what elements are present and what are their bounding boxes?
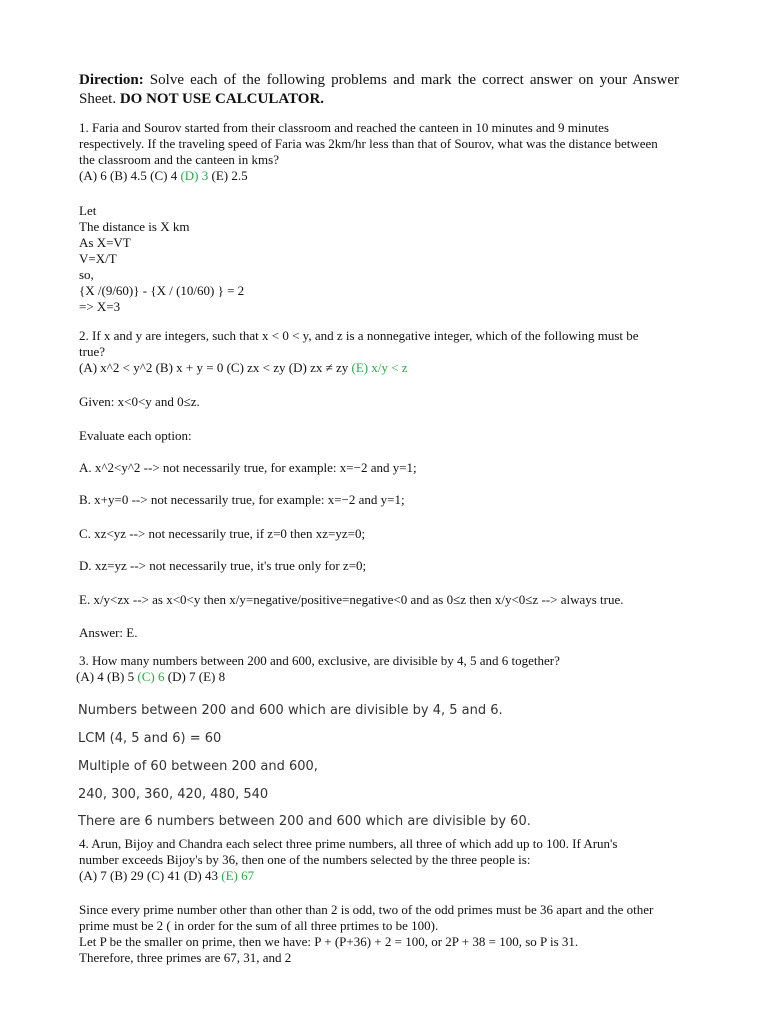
q3-solution-line: LCM (4, 5 and 6) = 60 — [78, 731, 222, 746]
q2-option-b-eval: B. x+y=0 --> not necessarily true, for example: x=−2 and y=1; — [79, 492, 405, 507]
q4-explanation-line: Therefore, three primes are 67, 31, and 2 — [79, 950, 292, 965]
direction-emphasis: DO NOT USE CALCULATOR. — [119, 91, 325, 107]
q1-work-line: so, — [79, 267, 94, 282]
q1-line-3: the classroom and the canteen in kms? — [79, 152, 279, 167]
q1-work-line: {X /(9/60)} - {X / (10/60) } = 2 — [79, 283, 245, 298]
q1-correct-answer: (D) 3 — [180, 168, 209, 183]
q3-correct-answer: (C) 6 — [137, 669, 165, 684]
q4-options — [79, 868, 254, 884]
q1-work-line: V=X/T — [79, 251, 117, 266]
q3-options-text-end: (D) 7 (E) 8 — [164, 669, 226, 684]
q3-line-1: 3. How many numbers between 200 and 600, exclusive, are divisible by 4, 5 and 6 together? — [79, 653, 560, 668]
q2-line-1: 2. If x and y are integers, such that x < 0 < y, and z is a nonnegative integer, which of the following must be — [79, 328, 639, 343]
q1-options — [79, 168, 248, 184]
q4-line-1: 4. Arun, Bijoy and Chandra each select three prime numbers, all three of which add up to 100. If Arun's — [79, 836, 618, 851]
q2-given: Given: x<0<y and 0≤z. — [79, 394, 200, 409]
q3-solution-line: Numbers between 200 and 600 which are divisible by 4, 5 and 6. — [78, 703, 503, 718]
q3-options-text: (A) 4 (B) 5 — [76, 669, 138, 684]
q2-correct-answer: (E) x/y < z — [351, 360, 408, 375]
q2-option-c-eval: C. xz<yz --> not necessarily true, if z=0 then xz=yz=0; — [79, 526, 366, 541]
q2-line-2: true? — [79, 344, 105, 359]
q1-line-1: 1. Faria and Sourov started from their classroom and reached the canteen in 10 minutes and 9 minutes — [79, 120, 609, 135]
q2-answer: Answer: E. — [79, 625, 138, 640]
q4-explanation-line: Since every prime number other than other than 2 is odd, two of the odd primes must be 36 apart and the other — [79, 902, 654, 917]
q2-option-d-eval: D. xz=yz --> not necessarily true, it's true only for z=0; — [79, 558, 367, 573]
q4-explanation-line: Let P be the smaller on prime, then we have: P + (P+36) + 2 = 100, or 2P + 38 = 100, so P is 31. — [79, 934, 579, 949]
q2-evaluate: Evaluate each option: — [79, 428, 192, 443]
q1-line-2: respectively. If the traveling speed of Faria was 2km/hr less than that of Sourov, what was the distance between — [79, 136, 658, 151]
q4-line-2: number exceeds Bijoy's by 36, then one of the numbers selected by the three people is: — [79, 852, 531, 867]
q4-correct-answer: (E) 67 — [221, 868, 255, 883]
q3-solution-line: Multiple of 60 between 200 and 600, — [78, 759, 318, 774]
q1-options-text-end: (E) 2.5 — [208, 168, 248, 183]
q1-options-text: (A) 6 (B) 4.5 (C) 4 — [79, 168, 181, 183]
q2-options-text: (A) x^2 < y^2 (B) x + y = 0 (C) zx < zy (D) zx ≠ zy — [79, 360, 352, 375]
q4-explanation-line: prime must be 2 ( in order for the sum of all three prtimes to be 100). — [79, 918, 439, 933]
q4-options-text: (A) 7 (B) 29 (C) 41 (D) 43 — [79, 868, 222, 883]
q1-work-line: Let — [79, 203, 97, 218]
q2-option-a-eval: A. x^2<y^2 --> not necessarily true, for example: x=−2 and y=1; — [79, 460, 417, 475]
direction-paragraph — [79, 71, 679, 109]
q3-solution-line: There are 6 numbers between 200 and 600 which are divisible by 60. — [78, 814, 531, 829]
q2-options — [79, 360, 408, 376]
q3-options — [76, 669, 225, 685]
q1-work-line: => X=3 — [79, 299, 121, 314]
direction-text: Solve each of the following problems and mark the correct answer on your Answer Sheet. — [79, 72, 679, 107]
q2-option-e-eval: E. x/y<zx --> as x<0<y then x/y=negative/positive=negative<0 and as 0≤z then x/y<0≤z --> always true. — [79, 592, 624, 607]
q1-work-line: As X=VT — [79, 235, 131, 250]
q3-solution-line: 240, 300, 360, 420, 480, 540 — [78, 787, 269, 802]
direction-label: Direction: — [79, 72, 144, 88]
q1-work-line: The distance is X km — [79, 219, 190, 234]
